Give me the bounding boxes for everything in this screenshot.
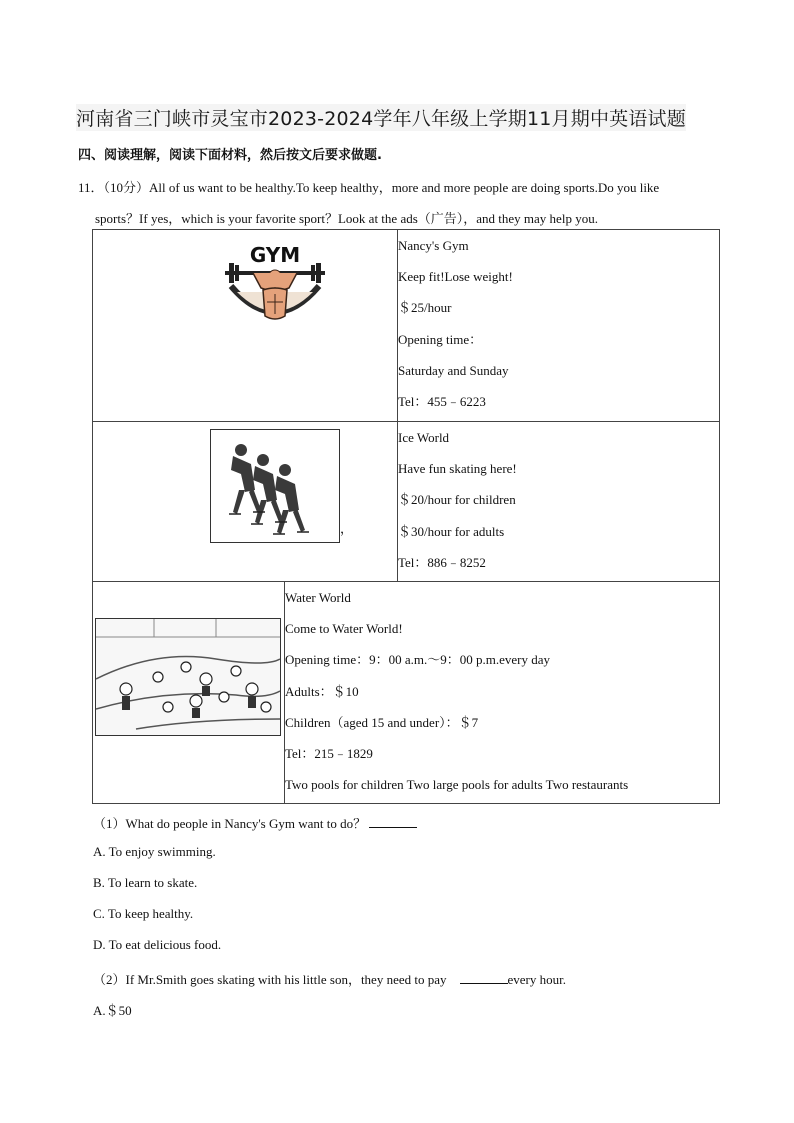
question-1-text: （1）What do people in Nancy's Gym want to do？: [93, 816, 367, 831]
q2-option-a: A.＄50: [93, 1003, 132, 1018]
water-facilities: Two pools for children Two large pools for adults Two restaurants: [285, 777, 629, 793]
ice-image-cell: [93, 422, 398, 582]
ice-comma: ，: [340, 521, 354, 536]
water-opening-time: Opening time：9：00 a.m.～9：00 p.m.every day: [285, 652, 551, 668]
passage-line-1: All of us want to be healthy.To keep healthy，more and more people are doing sports.Do you like: [149, 180, 660, 195]
answer-blank-2[interactable]: [460, 971, 508, 984]
gym-opening-label: Opening time：: [398, 331, 483, 347]
water-info: [285, 582, 720, 804]
gym-logo-text: GYM: [249, 243, 301, 267]
q1-option-a: A. To enjoy swimming.: [93, 844, 216, 859]
ad-row-gym: [93, 230, 720, 422]
question-2: [93, 969, 566, 988]
water-image-cell: [93, 582, 285, 804]
gym-logo-icon: [223, 238, 327, 326]
pool-image: [95, 618, 281, 736]
ice-name: Ice World: [398, 430, 450, 445]
q1-option-b: B. To learn to skate.: [93, 875, 198, 890]
gym-slogan: Keep fit!Lose weight!: [398, 269, 513, 285]
skaters-image: [210, 429, 340, 543]
document-title: 河南省三门峡市灵宝市2023-2024学年八年级上学期11月期中英语试题: [76, 104, 686, 131]
water-name: Water World: [285, 590, 351, 605]
ad-row-ice: [93, 422, 720, 582]
q1-option-d: D. To eat delicious food.: [93, 937, 222, 952]
gym-info: [398, 230, 720, 422]
reading-passage: [78, 172, 728, 234]
ads-table-water: [92, 581, 720, 804]
gym-name: Nancy's Gym: [398, 238, 469, 253]
ads-table: [92, 229, 720, 582]
skaters-icon: [211, 430, 339, 542]
ice-tel: Tel：886﹣8252: [398, 554, 486, 570]
section-heading: 四、阅读理解，阅读下面材料，然后按文后要求做题.: [78, 148, 382, 163]
ice-adult-price: ＄30/hour for adults: [398, 523, 505, 539]
question-1: [93, 813, 417, 832]
water-slogan: Come to Water World!: [285, 621, 403, 637]
gym-tel: Tel：455﹣6223: [398, 394, 486, 410]
q1-option-c: C. To keep healthy.: [93, 906, 194, 921]
gym-image-cell: [93, 230, 398, 422]
question-number: 11．（10分）: [78, 180, 150, 195]
gym-price: ＄25/hour: [398, 300, 452, 316]
ice-info: [398, 422, 720, 582]
ice-slogan: Have fun skating here!: [398, 461, 517, 477]
question-2-text-end: every hour.: [507, 972, 566, 987]
passage-line-2: sports？If yes，which is your favorite sport？Look at the ads（广告），and they may help you.: [95, 211, 598, 226]
water-child-price: Children（aged 15 and under）：＄7: [285, 714, 479, 730]
ad-row-water: [93, 582, 720, 804]
ice-child-price: ＄20/hour for children: [398, 492, 516, 508]
answer-blank-1[interactable]: [369, 815, 417, 828]
pool-icon: [96, 619, 280, 735]
water-adult-price: Adults：＄10: [285, 683, 359, 699]
water-tel: Tel：215﹣1829: [285, 746, 373, 762]
question-2-text: （2）If Mr.Smith goes skating with his little son，they need to pay: [93, 972, 447, 987]
gym-opening-days: Saturday and Sunday: [398, 362, 509, 378]
